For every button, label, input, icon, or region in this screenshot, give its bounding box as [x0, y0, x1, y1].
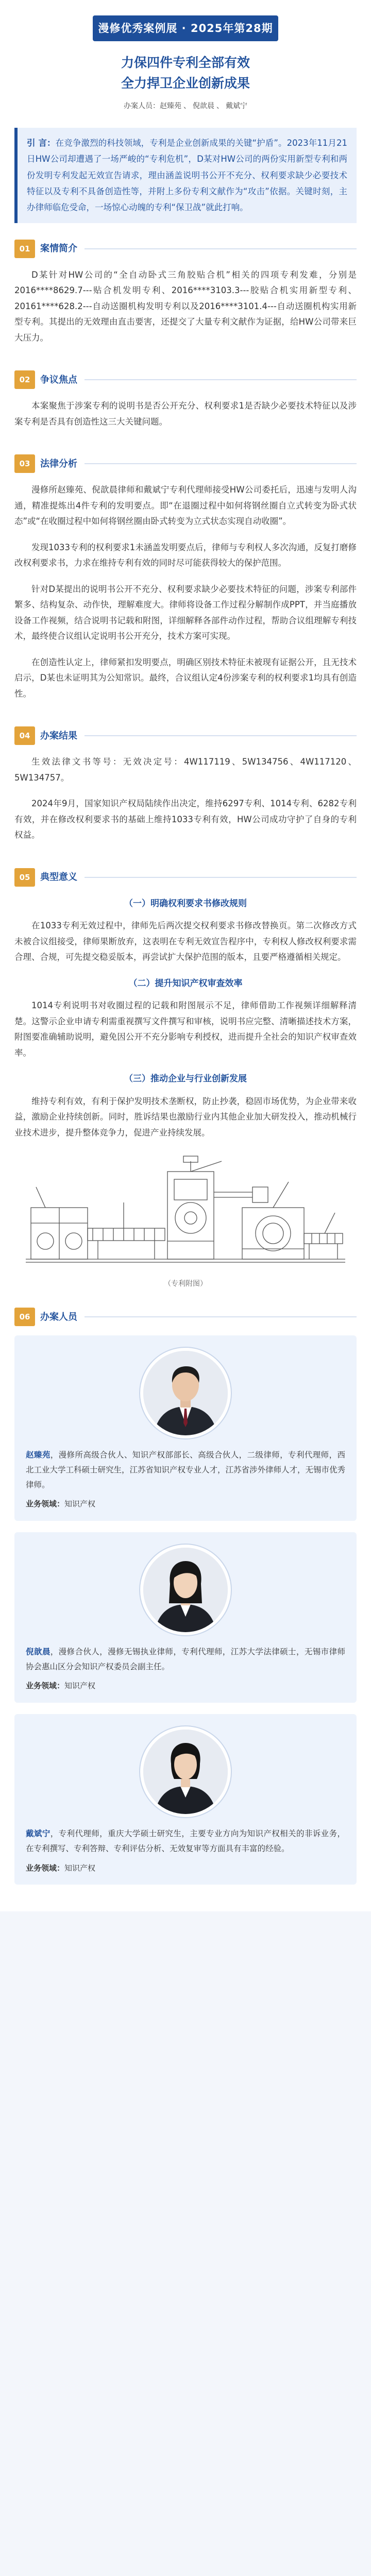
section-number: 01	[14, 240, 35, 258]
section-title: 争议焦点	[40, 374, 77, 385]
section-case-summary	[0, 239, 371, 370]
paragraph: 生效法律文书等号：无效决定号：4W117119、5W134756、4W117120、5W134757。	[14, 757, 357, 783]
byline-name: 倪歆晨	[193, 102, 214, 110]
series-tag: 漫修优秀案例展 · 2025年第28期	[93, 15, 278, 41]
subheading: （二）提升知识产权审查效率	[128, 978, 243, 989]
section-title: 办案人员	[40, 1311, 77, 1323]
intro-wrapper	[0, 113, 371, 239]
paragraph: 漫修所赵臻苑、倪歆晨律师和戴斌宁专利代理师接受HW公司委托后，迅速与发明人沟通，精准提炼出4件专利的发明要点。即“在退圈过程中如何将钢丝圈自立式转变为卧式状态”或“在收圈过程中如何将钢丝圈由卧式转变为立式状态实现自动收圈”。	[14, 485, 357, 527]
paragraph: 在创造性认定上，律师紧扣发明要点，明确区别技术特征未被现有证据公开，且无技术启示，D某也未证明其为公知常识。最终，合议组认定4份涉案专利的权利要求1均具有创造性。	[14, 657, 357, 699]
portrait-image	[143, 1351, 228, 1435]
staff-name: 戴斌宁	[26, 1829, 50, 1839]
article-header	[0, 0, 371, 113]
footer-band	[0, 1911, 371, 1932]
staff-field	[26, 1497, 345, 1512]
paragraph: 2024年9月，国家知识产权局陆续作出决定，维持6297专利、1014专利、6282专利有效，并在修改权利要求书的基础上维持1033专利有效，HW公司成功守护了自身的专利权益。	[14, 799, 357, 840]
section-dispute-focus	[0, 369, 371, 453]
byline-name: 赵臻苑	[160, 102, 181, 110]
section-divider	[85, 735, 357, 736]
avatar	[140, 1348, 231, 1438]
figure-caption: （专利附图）	[164, 1280, 207, 1289]
field-label: 业务领域：	[26, 1499, 65, 1509]
section-title: 法律分析	[40, 458, 77, 469]
byline: 办案人员：赵臻苑 、 倪歆晨 、 戴斌宁	[124, 102, 247, 110]
section-heading	[14, 867, 357, 888]
staff-bio	[26, 1826, 345, 1856]
title-line-1: 力保四件专利全部有效	[121, 55, 250, 70]
avatar	[140, 1545, 231, 1635]
staff-description: ，漫修合伙人，漫修无锡执业律师，专利代理师，江苏大学法律硕士，无锡市律师协会惠山区分会知识产权委员会副主任。	[26, 1647, 345, 1671]
field-label: 业务领域：	[26, 1863, 65, 1873]
intro-box	[14, 128, 357, 223]
section-case-result	[0, 725, 371, 867]
section-heading	[14, 725, 357, 746]
section-divider	[85, 877, 357, 878]
section-heading	[14, 1307, 357, 1327]
section-title: 办案结果	[40, 730, 77, 741]
section-number: 04	[14, 726, 35, 745]
byline-label: 办案人员：	[124, 102, 160, 110]
section-number: 03	[14, 454, 35, 473]
staff-card	[14, 1714, 357, 1885]
paragraph: 在1033专利无效过程中，律师先后两次提交权利要求书修改替换页。第二次修改方式未被合议组接受，律师果断放弃，这表明在专利无效宣告程序中，专利权人修改权利要求需合理、合规，可先提交稳妥版本，再尝试扩大保护范围的版本，且要严格遵循相关规定。	[14, 921, 357, 962]
staff-card	[14, 1335, 357, 1521]
field-value: 知识产权	[64, 1499, 96, 1509]
subheading: （一）明确权利要求书修改规则	[124, 898, 247, 909]
patent-drawing	[14, 1151, 357, 1291]
portrait-image	[143, 1548, 228, 1632]
section-divider	[85, 379, 357, 380]
field-label: 业务领域：	[26, 1681, 65, 1691]
staff-bio	[26, 1645, 345, 1674]
paragraph: 1014专利说明书对收圈过程的记载和附图展示不足，律师借助工作视频详细解释清楚。这警示企业申请专利需重视撰写文件撰写和审核，说明书应完整、清晰描述技术方案，附图要准确辅助说明，避免因公开不充分影响专利授权，进而提升全社会的知识产权审查效率。	[14, 1001, 357, 1058]
section-significance	[0, 867, 371, 1307]
staff-name: 赵臻苑	[26, 1450, 50, 1460]
byline-name: 戴斌宁	[226, 102, 247, 110]
avatar	[140, 1726, 231, 1817]
section-divider	[85, 1316, 357, 1317]
patent-drawing-image	[21, 1151, 350, 1275]
title-line-2: 全力捍卫企业创新成果	[121, 76, 250, 91]
paragraph: D某针对HW公司的“全自动卧式三角胶贴合机”相关的四项专利发难，分别是2016****8629.7---贴合机发明专利、2016****3103.3---胶贴合机实用新型专利、20161****628.2---自动送圈机构发明专利以及2016****3101.4---自动送圈机构实用新型专利。其提出的无效理由直击要害，还提交了大量专利文献作为证据，给HW公司带来巨大压力。	[14, 269, 357, 343]
staff-description: ，漫修所高级合伙人、知识产权部部长、高级合伙人，二级律师，专利代理师，西北工业大学工科硕士研究生，江苏省知识产权专业人才，江苏省涉外律师人才，无锡市优秀律师。	[26, 1450, 346, 1489]
section-legal-analysis	[0, 453, 371, 725]
section-staff	[0, 1307, 371, 1911]
staff-card	[14, 1532, 357, 1703]
section-heading	[14, 369, 357, 390]
intro-label: 引 言：	[27, 138, 56, 148]
subheading: （三）推动企业与行业创新发展	[124, 1074, 247, 1084]
main-title	[0, 53, 371, 94]
section-title: 典型意义	[40, 872, 77, 883]
paragraph: 发现1033专利的权利要求1未涵盖发明要点后，律师与专利权人多次沟通，反复打磨修改权利要求书，力求在维持专利有效的同时尽可能获得较大的保护范围。	[14, 542, 357, 568]
section-heading	[14, 239, 357, 259]
staff-description: ，专利代理师，重庆大学硕士研究生，主要专业方向为知识产权相关的非诉业务，在专利撰写、专利答辩、专利评估分析、无效复审等方面具有丰富的经验。	[26, 1829, 345, 1853]
section-number: 02	[14, 370, 35, 389]
field-value: 知识产权	[64, 1863, 96, 1873]
section-number: 05	[14, 868, 35, 887]
section-number: 06	[14, 1308, 35, 1326]
staff-field	[26, 1679, 345, 1693]
section-divider	[85, 463, 357, 464]
paragraph: 本案聚焦于涉案专利的说明书是否公开充分、权利要求1是否缺少必要技术特征以及涉案专利是否具有创造性这三大关键问题。	[14, 401, 357, 427]
section-divider	[85, 248, 357, 249]
portrait-image	[143, 1730, 228, 1814]
field-value: 知识产权	[64, 1681, 96, 1691]
section-title: 案情简介	[40, 243, 77, 254]
staff-bio	[26, 1448, 345, 1492]
intro-text: 在竞争激烈的科技领域，专利是企业创新成果的关键“护盾”。2023年11月21日HW公司却遭遇了一场严峻的“专利危机”，D某对HW公司的两份实用新型专利和两份发明专利发起无效宣告请求，理由涵盖说明书公开不充分、权利要求缺少必要技术特征以及专利不具备创造性等，并附上多份专利文献作为“攻击”依据。关键时刻，主办律师临危受命，一场惊心动魄的专利“保卫战”就此打响。	[27, 138, 347, 213]
section-heading	[14, 453, 357, 474]
paragraph: 维持专利有效，有利于保护发明技术垄断权，防止抄袭，稳固市场优势，为企业带来收益，激励企业持续创新。同时，胜诉结果也激励行业内其他企业加大研发投入，推动机械行业技术进步，提升整体竞争力，促进产业持续发展。	[14, 1096, 357, 1138]
staff-field	[26, 1861, 345, 1876]
paragraph: 针对D某提出的说明书公开不充分、权利要求缺少必要技术特征的问题，涉案专利部件繁多、结构复杂、动作快，理解难度大。律师将设备工作过程分解制作成PPT，并当庭播放设备工作视频，结合说明书记载和附图，详细解释各部件动作过程，帮助合议组理解专利技术，最终使合议组认定说明书公开充分，技术方案可实现。	[14, 584, 357, 641]
staff-name: 倪歆晨	[26, 1647, 50, 1657]
